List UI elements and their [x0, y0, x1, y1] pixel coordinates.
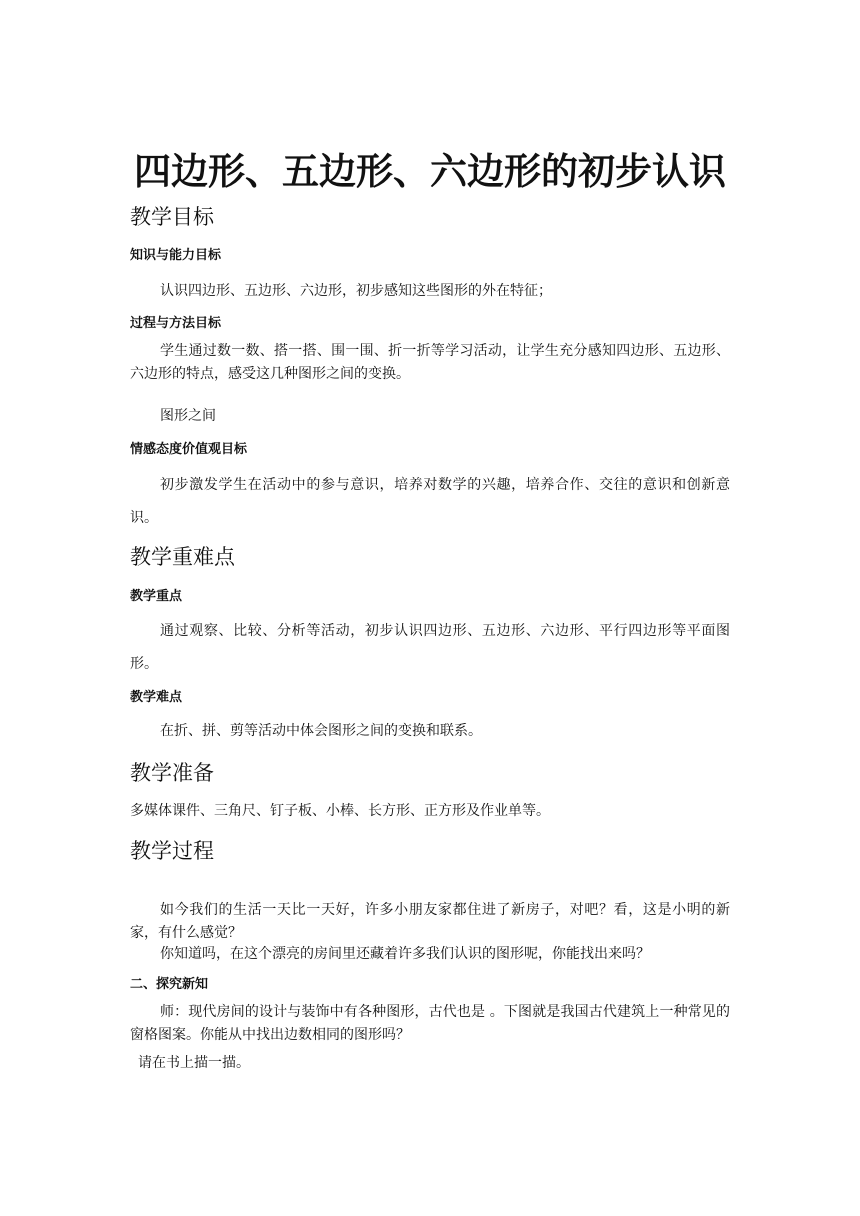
paragraph-explore-instruction: 请在书上描一描。 [138, 1055, 250, 1071]
section-heading-key-points: 教学重难点 [130, 545, 235, 569]
paragraph-intro-2: 你知道吗，在这个漂亮的房间里还藏着许多我们认识的图形呢，你能找出来吗？ [160, 946, 650, 962]
section-heading-procedure: 教学过程 [130, 839, 214, 863]
paragraph-intro-1: 如今我们的生活一天比一天好，许多小朋友家都住进了新房子，对吧？看，这是小明的新家，有什么感觉？ [130, 902, 730, 941]
paragraph-emotion: 初步激发学生在活动中的参与意识，培养对数学的兴趣，培养合作、交往的意识和创新意识。 [130, 477, 730, 526]
section-heading-goals: 教学目标 [130, 205, 214, 229]
paragraph-process: 学生通过数一数、搭一搭、围一围、折一折等学习活动，让学生充分感知四边形、五边形、六边形的特点，感受这几种图形之间的变换。 [130, 343, 730, 382]
subheading-emotion: 情感态度价值观目标 [130, 442, 248, 457]
paragraph-difficulty: 在折、拼、剪等活动中体会图形之间的变换和联系。 [160, 723, 482, 739]
subheading-knowledge: 知识与能力目标 [130, 248, 222, 263]
paragraph-focus: 通过观察、比较、分析等活动，初步认识四边形、五边形、六边形、平行四边形等平面图形。 [130, 623, 730, 672]
paragraph-explore: 师：现代房间的设计与装饰中有各种图形，古代也是 。下图就是我国古代建筑上一种常见的窗格图案。你能从中找出边数相同的图形吗？ [130, 1004, 730, 1043]
paragraph-preparation: 多媒体课件、三角尺、钉子板、小棒、长方形、正方形及作业单等。 [130, 803, 550, 819]
document-title: 四边形、五边形、六边形的初步认识 [134, 150, 726, 193]
subheading-focus: 教学重点 [130, 589, 183, 604]
paragraph-knowledge: 认识四边形、五边形、六边形，初步感知这些图形的外在特征； [160, 283, 552, 299]
section-heading-preparation: 教学准备 [130, 761, 214, 785]
subheading-difficulty: 教学难点 [130, 690, 183, 705]
paragraph-process-extra: 图形之间 [160, 408, 216, 424]
subheading-explore: 二、探究新知 [130, 977, 209, 992]
subheading-process: 过程与方法目标 [130, 316, 222, 331]
